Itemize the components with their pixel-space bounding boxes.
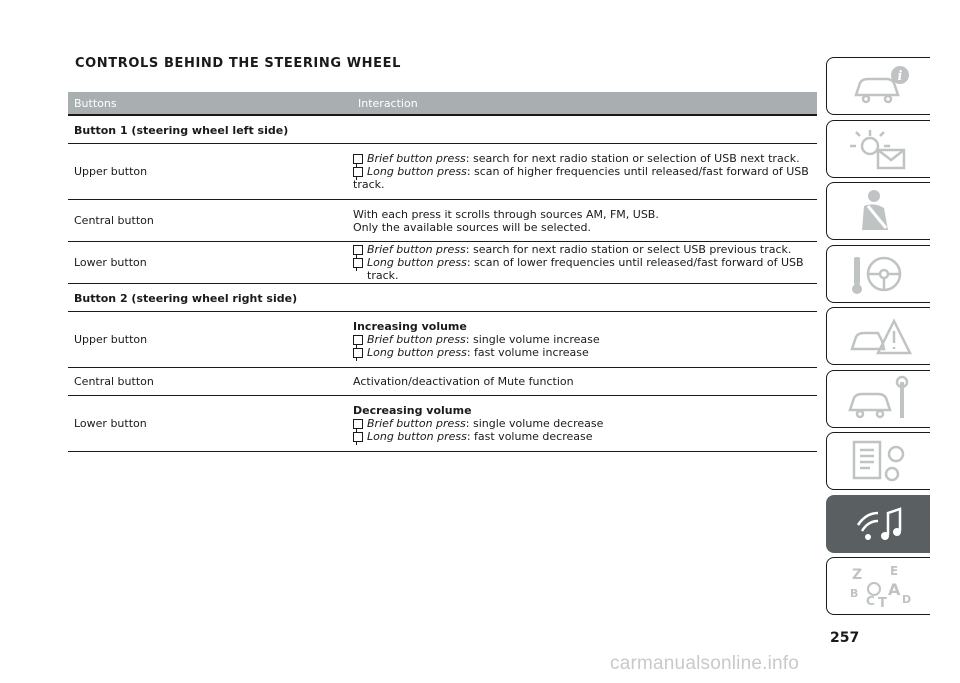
button-cell: Upper button [74,165,148,178]
tab-starting-driving[interactable] [826,245,930,303]
press-icon [353,245,363,255]
seatbelt-safety-icon [844,186,914,236]
button-cell: Upper button [74,333,148,346]
long-text-cont: track. [353,178,385,191]
svg-text:T: T [877,596,887,611]
chapter-tabs [826,57,930,620]
table-row [68,200,817,242]
interaction-cell [353,320,817,359]
interaction-cell [353,208,817,234]
brief-text: : search for next radio station or select USB previous track. [465,243,792,256]
brief-text: : search for next radio station or selection of USB next track. [465,152,800,165]
warning-lights-message-icon [844,124,914,174]
press-icon [353,154,363,164]
group-right-side: Button 2 (steering wheel right side) [68,284,817,312]
press-icon [353,258,363,268]
car-info-icon [844,61,914,111]
tab-maintenance[interactable] [826,370,930,428]
long-label: Long button press [367,256,467,269]
press-icon [353,167,363,177]
long-text: : scan of lower frequencies until released/fast forward of USB track. [367,256,804,282]
brief-text: : single volume increase [465,333,600,346]
button-cell: Central button [74,214,154,227]
interaction-cell [353,243,817,282]
svg-text:A: A [887,580,900,599]
svg-text:E: E [889,564,898,578]
emergency-triangle-icon [844,311,914,361]
steering-key-starting-icon [844,249,914,299]
table-row [68,368,817,396]
button-cell: Central button [74,375,154,388]
table-row [68,242,817,284]
table-row [68,312,817,368]
header-buttons: Buttons [74,96,117,110]
long-label: Long button press [367,430,467,443]
interaction-line: With each press it scrolls through sources AM, FM, USB. [353,207,659,221]
watermark: carmanualsonline.info [610,653,800,674]
button-cell: Lower button [74,256,147,269]
header-interaction: Interaction [358,96,418,110]
interaction-title: Decreasing volume [353,404,472,417]
svg-text:D: D [901,593,911,606]
car-maintenance-wrench-icon [844,374,914,424]
svg-text:i: i [897,69,902,84]
brief-label: Brief button press [367,152,466,165]
group-left-side: Button 1 (steering wheel left side) [68,116,817,144]
brief-label: Brief button press [367,417,466,430]
tab-emergency[interactable] [826,307,930,365]
interaction-cell [353,404,817,443]
page-number: 257 [830,630,860,646]
svg-text:B: B [849,587,858,600]
controls-table [68,92,817,452]
brief-text: : single volume decrease [465,417,604,430]
interaction-line: Only the available sources will be selected. [353,220,591,234]
svg-text:C: C [865,594,875,608]
brief-label: Brief button press [367,333,466,346]
interaction-cell [353,152,817,191]
tab-car-info[interactable] [826,57,930,115]
tab-technical-data[interactable] [826,432,930,490]
interaction-cell: Activation/deactivation of Mute function [353,375,574,388]
long-label: Long button press [367,165,467,178]
multimedia-music-icon [844,499,914,549]
long-text: : fast volume increase [466,346,589,359]
press-icon [353,335,363,345]
table-row [68,144,817,200]
long-text: : fast volume decrease [466,430,593,443]
press-icon [353,419,363,429]
brief-label: Brief button press [367,243,466,256]
tab-multimedia[interactable] [826,495,930,553]
long-text: : scan of higher frequencies until released/fast forward of USB [466,165,809,178]
section-heading: CONTROLS BEHIND THE STEERING WHEEL [75,56,402,71]
press-icon [353,432,363,442]
tab-warning-lights[interactable] [826,120,930,178]
svg-text:Z: Z [851,567,862,583]
technical-data-gear-icon [844,436,914,486]
button-cell: Lower button [74,417,147,430]
long-label: Long button press [367,346,467,359]
tab-index[interactable] [826,557,930,615]
table-header [68,92,817,116]
press-icon [353,348,363,358]
alphabetical-index-icon [844,561,914,611]
interaction-title: Increasing volume [353,320,467,333]
table-row [68,396,817,452]
tab-safety[interactable] [826,182,930,240]
